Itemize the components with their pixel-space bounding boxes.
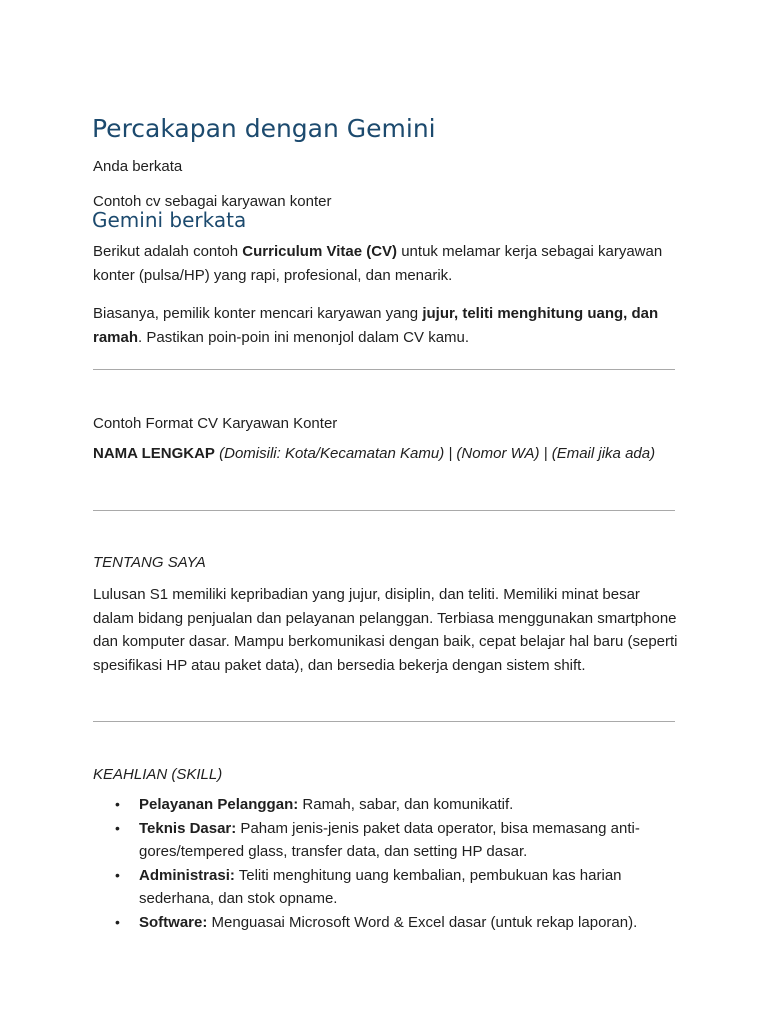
divider (93, 369, 675, 370)
list-item: • Teknis Dasar: Paham jenis-jenis paket data operator, bisa memasang anti-gores/tempered glass, transfer data, dan setting HP dasar. (93, 817, 678, 864)
cv-header-line (93, 442, 678, 466)
bullet-icon: • (115, 796, 120, 812)
list-item: • Software: Menguasai Microsoft Word & Excel dasar (untuk rekap laporan). (93, 911, 678, 935)
intro-qualities-bold: jujur, teliti menghitung uang, dan ramah (93, 305, 659, 346)
intro-paragraph-2: Biasanya, pemilik konter mencari karyawan yang jujur, teliti menghitung uang, dan ramah. Pastikan poin-poin ini menonjol dalam CV kamu. (93, 305, 659, 346)
user-label: Anda berkata (93, 158, 183, 175)
divider (93, 510, 675, 511)
gemini-label: Gemini berkata (92, 208, 247, 232)
bullet-icon: • (115, 913, 120, 930)
list-item: • Administrasi: Teliti menghitung uang kembalian, pembukuan kas harian sederhana, dan stok opname. (93, 864, 678, 911)
page-title: Percakapan dengan Gemini (92, 114, 436, 143)
divider (93, 721, 675, 722)
intro-cv-bold: Curriculum Vitae (CV) (242, 243, 398, 260)
skills-list (93, 793, 678, 934)
list-item: • Pelayanan Pelanggan: Ramah, sabar, dan komunikatif. (93, 793, 678, 817)
cv-name: NAMA LENGKAP (93, 445, 215, 462)
about-text: Lulusan S1 memiliki kepribadian yang jujur, disiplin, dan teliti. Memiliki minat besar dalam bidang penjualan dan pelayanan pelanggan. Terbiasa menggunakan smartphone dan komputer dasar. Mampu berkomunikasi dengan baik, cepat belajar hal baru (seperti spesifikasi HP atau paket data), dan bersedia bekerja dengan sistem shift. (93, 586, 678, 674)
skills-heading: KEAHLIAN (SKILL) (93, 766, 223, 783)
intro-paragraph-1: Berikut adalah contoh Curriculum Vitae (CV) untuk melamar kerja sebagai karyawan konter (pulsa/HP) yang rapi, profesional, dan menarik. (93, 243, 663, 284)
user-prompt: Contoh cv sebagai karyawan konter (93, 193, 332, 210)
format-heading: Contoh Format CV Karyawan Konter (93, 415, 338, 432)
about-heading: TENTANG SAYA (93, 554, 206, 571)
bullet-icon: • (115, 866, 120, 883)
cv-contact-details: (Domisili: Kota/Kecamatan Kamu) | (Nomor WA) | (Email jika ada) (214, 445, 656, 462)
bullet-icon: • (115, 819, 120, 836)
